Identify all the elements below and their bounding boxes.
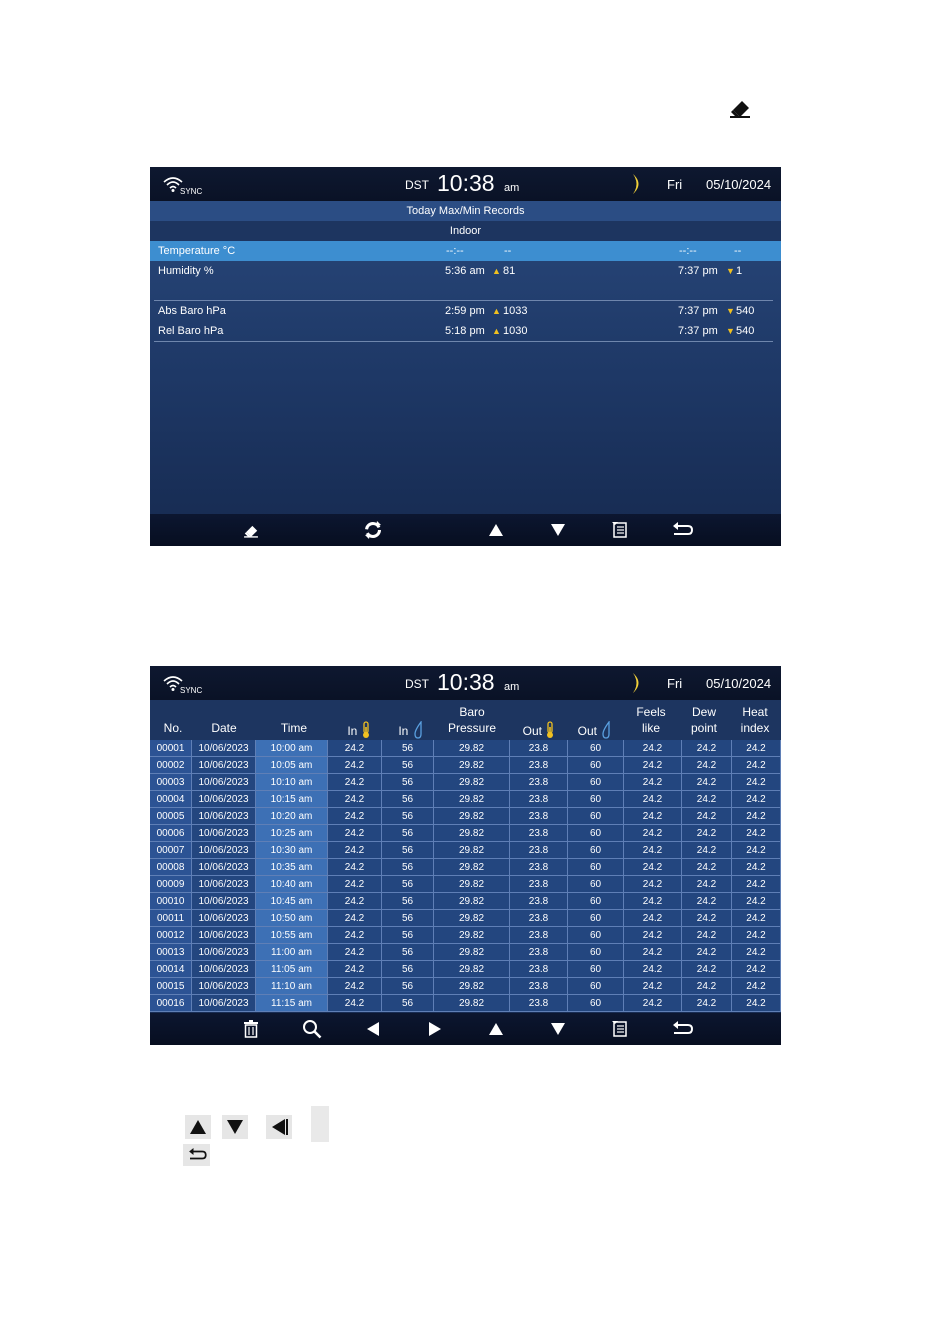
- in-temp-cell: 24.2: [328, 876, 382, 893]
- max-value: 81: [503, 265, 516, 277]
- record-row-humidity[interactable]: [150, 261, 781, 281]
- table-row[interactable]: [150, 978, 781, 995]
- clock-ampm: am: [504, 182, 520, 194]
- dew-point-cell: 24.2: [682, 757, 732, 774]
- feels-like-cell: 24.2: [624, 978, 682, 995]
- heat-index-cell: 24.2: [732, 791, 781, 808]
- max-time: 5:36 am: [445, 265, 485, 277]
- max-min-records-screen: [150, 167, 781, 546]
- out-humidity-cell: 60: [568, 927, 624, 944]
- record-time-cell: 10:10 am: [256, 774, 328, 791]
- record-date-cell: 10/06/2023: [192, 944, 256, 961]
- in-humidity-cell: 56: [382, 757, 434, 774]
- baro-pressure-cell: 29.82: [434, 893, 510, 910]
- dew-point-cell: 24.2: [682, 859, 732, 876]
- dew-point-cell: 24.2: [682, 791, 732, 808]
- record-time-cell: 10:35 am: [256, 859, 328, 876]
- dew-point-cell: 24.2: [682, 740, 732, 757]
- out-temp-cell: 23.8: [510, 961, 568, 978]
- refresh-icon[interactable]: [362, 520, 384, 540]
- in-humidity-cell: 56: [382, 842, 434, 859]
- in-humidity-cell: 56: [382, 791, 434, 808]
- out-temp-cell: 23.8: [510, 842, 568, 859]
- table-row[interactable]: [150, 757, 781, 774]
- in-humidity-cell: 56: [382, 893, 434, 910]
- max-arrow-icon: ▲: [492, 266, 501, 276]
- out-temp-cell: 23.8: [510, 808, 568, 825]
- dew-point-cell: 24.2: [682, 893, 732, 910]
- out-temp-cell: 23.8: [510, 774, 568, 791]
- min-value: --: [734, 245, 742, 257]
- arrow-left-icon[interactable]: [362, 1019, 384, 1039]
- record-no-cell: 00009: [150, 876, 192, 893]
- min-value: 540: [736, 305, 755, 317]
- header-feels-line2: like: [641, 721, 660, 735]
- record-time-cell: 10:50 am: [256, 910, 328, 927]
- min-arrow-icon: ▼: [726, 266, 735, 276]
- record-date-cell: 10/06/2023: [192, 791, 256, 808]
- dew-point-cell: 24.2: [682, 876, 732, 893]
- record-no-cell: 00006: [150, 825, 192, 842]
- out-humidity-cell: 60: [568, 740, 624, 757]
- page-title: Today Max/Min Records: [150, 201, 781, 221]
- toolbar: [150, 514, 781, 546]
- record-time-cell: 11:05 am: [256, 961, 328, 978]
- feels-like-cell: 24.2: [624, 910, 682, 927]
- sync-label: SYNC: [180, 686, 203, 695]
- record-date-cell: 10/06/2023: [192, 876, 256, 893]
- out-temp-cell: 23.8: [510, 740, 568, 757]
- record-label: Abs Baro hPa: [158, 305, 226, 317]
- arrow-down-icon: [222, 1115, 248, 1139]
- header-feels-line1: Feels: [636, 705, 666, 719]
- back-icon: [183, 1144, 210, 1166]
- out-humidity-cell: 60: [568, 774, 624, 791]
- dew-point-cell: 24.2: [682, 910, 732, 927]
- arrow-left-icon: [266, 1115, 292, 1139]
- in-humidity-cell: 56: [382, 859, 434, 876]
- in-humidity-cell: 56: [382, 825, 434, 842]
- record-no-cell: 00007: [150, 842, 192, 859]
- min-time: --:--: [679, 245, 697, 257]
- heat-index-cell: 24.2: [732, 757, 781, 774]
- record-time-cell: 10:55 am: [256, 927, 328, 944]
- max-time: 2:59 pm: [445, 305, 485, 317]
- baro-pressure-cell: 29.82: [434, 825, 510, 842]
- heat-index-cell: 24.2: [732, 808, 781, 825]
- in-temp-cell: 24.2: [328, 740, 382, 757]
- back-icon[interactable]: [671, 520, 693, 540]
- min-time: 7:37 pm: [678, 265, 718, 277]
- toolbar: [150, 1013, 781, 1045]
- out-temp-cell: 23.8: [510, 791, 568, 808]
- dew-point-cell: 24.2: [682, 927, 732, 944]
- heat-index-cell: 24.2: [732, 978, 781, 995]
- clock-ampm: am: [504, 681, 520, 693]
- feels-like-cell: 24.2: [624, 859, 682, 876]
- feels-like-cell: 24.2: [624, 961, 682, 978]
- arrow-right-icon[interactable]: [424, 1019, 446, 1039]
- record-date-cell: 10/06/2023: [192, 757, 256, 774]
- header-no: No.: [163, 721, 183, 735]
- baro-pressure-cell: 29.82: [434, 995, 510, 1012]
- dew-point-cell: 24.2: [682, 825, 732, 842]
- feels-like-cell: 24.2: [624, 876, 682, 893]
- table-row[interactable]: [150, 808, 781, 825]
- feels-like-cell: 24.2: [624, 808, 682, 825]
- record-time-cell: 10:05 am: [256, 757, 328, 774]
- record-no-cell: 00003: [150, 774, 192, 791]
- baro-pressure-cell: 29.82: [434, 876, 510, 893]
- baro-pressure-cell: 29.82: [434, 842, 510, 859]
- feels-like-cell: 24.2: [624, 740, 682, 757]
- min-arrow-icon: ▼: [726, 306, 735, 316]
- feels-like-cell: 24.2: [624, 791, 682, 808]
- table-row[interactable]: [150, 842, 781, 859]
- in-humidity-cell: 56: [382, 910, 434, 927]
- heat-index-cell: 24.2: [732, 927, 781, 944]
- min-value: 1: [736, 265, 743, 277]
- back-icon[interactable]: [671, 1019, 693, 1039]
- in-humidity-cell: 56: [382, 995, 434, 1012]
- baro-pressure-cell: 29.82: [434, 927, 510, 944]
- min-time: 7:37 pm: [678, 325, 718, 337]
- dew-point-cell: 24.2: [682, 961, 732, 978]
- record-no-cell: 00010: [150, 893, 192, 910]
- heat-index-cell: 24.2: [732, 893, 781, 910]
- max-time: 5:18 pm: [445, 325, 485, 337]
- record-row-rel-baro[interactable]: [150, 321, 781, 341]
- in-temp-cell: 24.2: [328, 791, 382, 808]
- in-temp-cell: 24.2: [328, 825, 382, 842]
- dst-label: DST: [405, 178, 429, 192]
- out-humidity-cell: 60: [568, 893, 624, 910]
- record-no-cell: 00002: [150, 757, 192, 774]
- max-value: 1033: [503, 305, 528, 317]
- weekday: Fri: [667, 676, 683, 691]
- sync-label: SYNC: [180, 187, 203, 196]
- record-date-cell: 10/06/2023: [192, 774, 256, 791]
- table-row[interactable]: [150, 927, 781, 944]
- record-no-cell: 00011: [150, 910, 192, 927]
- record-date-cell: 10/06/2023: [192, 927, 256, 944]
- record-date-cell: 10/06/2023: [192, 825, 256, 842]
- eraser-icon: [727, 94, 753, 120]
- placeholder-box: [311, 1106, 329, 1142]
- heat-index-cell: 24.2: [732, 995, 781, 1012]
- export-icon[interactable]: [609, 520, 631, 540]
- out-humidity-cell: 60: [568, 808, 624, 825]
- table-header: [150, 700, 781, 740]
- out-humidity-cell: 60: [568, 825, 624, 842]
- header-heat-line1: Heat: [742, 705, 768, 719]
- feels-like-cell: 24.2: [624, 774, 682, 791]
- table-row[interactable]: [150, 893, 781, 910]
- in-humidity-cell: 56: [382, 808, 434, 825]
- record-date-cell: 10/06/2023: [192, 961, 256, 978]
- date: 05/10/2024: [706, 676, 772, 691]
- out-humidity-cell: 60: [568, 944, 624, 961]
- trash-icon[interactable]: [240, 1019, 262, 1039]
- in-temp-cell: 24.2: [328, 961, 382, 978]
- feels-like-cell: 24.2: [624, 893, 682, 910]
- record-no-cell: 00001: [150, 740, 192, 757]
- arrow-down-icon[interactable]: [547, 520, 569, 540]
- row-divider: [150, 1011, 781, 1012]
- out-temp-cell: 23.8: [510, 927, 568, 944]
- feels-like-cell: 24.2: [624, 757, 682, 774]
- history-records-screen: [150, 666, 781, 1045]
- record-no-cell: 00012: [150, 927, 192, 944]
- arrow-up-icon: [185, 1115, 211, 1139]
- divider: [154, 341, 773, 342]
- baro-pressure-cell: 29.82: [434, 961, 510, 978]
- moon-icon: [630, 672, 644, 694]
- in-temp-cell: 24.2: [328, 927, 382, 944]
- heat-index-cell: 24.2: [732, 740, 781, 757]
- in-temp-cell: 24.2: [328, 859, 382, 876]
- max-time: --:--: [446, 245, 464, 257]
- out-humidity-cell: 60: [568, 978, 624, 995]
- in-humidity-cell: 56: [382, 927, 434, 944]
- record-date-cell: 10/06/2023: [192, 995, 256, 1012]
- in-temp-cell: 24.2: [328, 757, 382, 774]
- record-date-cell: 10/06/2023: [192, 740, 256, 757]
- header-heat-line2: index: [740, 721, 770, 735]
- out-temp-cell: 23.8: [510, 995, 568, 1012]
- record-date-cell: 10/06/2023: [192, 893, 256, 910]
- header-baro-line1: Baro: [459, 705, 485, 719]
- baro-pressure-cell: 29.82: [434, 774, 510, 791]
- out-humidity-cell: 60: [568, 791, 624, 808]
- record-no-cell: 00014: [150, 961, 192, 978]
- in-humidity-cell: 56: [382, 876, 434, 893]
- record-row-abs-baro[interactable]: [150, 301, 781, 321]
- arrow-up-icon[interactable]: [485, 1019, 507, 1039]
- record-row-temperature[interactable]: [150, 241, 781, 261]
- out-temp-cell: 23.8: [510, 910, 568, 927]
- heat-index-cell: 24.2: [732, 774, 781, 791]
- in-temp-cell: 24.2: [328, 808, 382, 825]
- dew-point-cell: 24.2: [682, 808, 732, 825]
- status-bar: [150, 167, 781, 201]
- feels-like-cell: 24.2: [624, 944, 682, 961]
- baro-pressure-cell: 29.82: [434, 859, 510, 876]
- out-humidity-cell: 60: [568, 961, 624, 978]
- in-humidity-cell: 56: [382, 774, 434, 791]
- out-humidity-cell: 60: [568, 876, 624, 893]
- out-temp-cell: 23.8: [510, 893, 568, 910]
- record-date-cell: 10/06/2023: [192, 859, 256, 876]
- thermometer-icon: [361, 721, 371, 739]
- out-humidity-cell: 60: [568, 995, 624, 1012]
- status-bar: [150, 666, 781, 700]
- table-row[interactable]: [150, 825, 781, 842]
- max-arrow-icon: ▲: [492, 326, 501, 336]
- record-time-cell: 10:30 am: [256, 842, 328, 859]
- record-label: Temperature °C: [158, 245, 236, 257]
- header-dew-line2: point: [690, 721, 718, 735]
- feels-like-cell: 24.2: [624, 995, 682, 1012]
- clock-time: 10:38: [437, 170, 495, 196]
- thermometer-icon: [545, 721, 555, 739]
- eraser-icon[interactable]: [240, 520, 262, 540]
- record-date-cell: 10/06/2023: [192, 978, 256, 995]
- feels-like-cell: 24.2: [624, 825, 682, 842]
- heat-index-cell: 24.2: [732, 876, 781, 893]
- moon-icon: [630, 173, 644, 195]
- min-arrow-icon: ▼: [726, 326, 735, 336]
- heat-index-cell: 24.2: [732, 944, 781, 961]
- table-row[interactable]: [150, 876, 781, 893]
- heat-index-cell: 24.2: [732, 825, 781, 842]
- clock-time: 10:38: [437, 669, 495, 695]
- record-label: Rel Baro hPa: [158, 325, 224, 337]
- dew-point-cell: 24.2: [682, 944, 732, 961]
- max-value: 1030: [503, 325, 528, 337]
- baro-pressure-cell: 29.82: [434, 978, 510, 995]
- record-no-cell: 00016: [150, 995, 192, 1012]
- record-no-cell: 00004: [150, 791, 192, 808]
- in-temp-cell: 24.2: [328, 995, 382, 1012]
- record-time-cell: 10:20 am: [256, 808, 328, 825]
- table-row[interactable]: [150, 961, 781, 978]
- dew-point-cell: 24.2: [682, 978, 732, 995]
- table-row[interactable]: [150, 944, 781, 961]
- table-row[interactable]: [150, 740, 781, 757]
- in-temp-cell: 24.2: [328, 978, 382, 995]
- record-time-cell: 11:00 am: [256, 944, 328, 961]
- in-humidity-cell: 56: [382, 740, 434, 757]
- header-out-temp: Out: [514, 721, 564, 739]
- max-value: --: [504, 245, 512, 257]
- record-time-cell: 10:45 am: [256, 893, 328, 910]
- header-date: Date: [211, 721, 237, 735]
- record-label: Humidity %: [158, 265, 214, 277]
- record-date-cell: 10/06/2023: [192, 910, 256, 927]
- dew-point-cell: 24.2: [682, 842, 732, 859]
- out-temp-cell: 23.8: [510, 944, 568, 961]
- record-date-cell: 10/06/2023: [192, 842, 256, 859]
- out-humidity-cell: 60: [568, 757, 624, 774]
- record-time-cell: 11:10 am: [256, 978, 328, 995]
- in-temp-cell: 24.2: [328, 944, 382, 961]
- in-temp-cell: 24.2: [328, 893, 382, 910]
- out-humidity-cell: 60: [568, 910, 624, 927]
- min-value: 540: [736, 325, 755, 337]
- out-temp-cell: 23.8: [510, 825, 568, 842]
- dew-point-cell: 24.2: [682, 995, 732, 1012]
- heat-index-cell: 24.2: [732, 910, 781, 927]
- in-temp-cell: 24.2: [328, 774, 382, 791]
- header-in-humidity: In: [388, 721, 434, 739]
- baro-pressure-cell: 29.82: [434, 791, 510, 808]
- section-title: Indoor: [150, 221, 781, 241]
- min-time: 7:37 pm: [678, 305, 718, 317]
- baro-pressure-cell: 29.82: [434, 910, 510, 927]
- max-arrow-icon: ▲: [492, 306, 501, 316]
- in-humidity-cell: 56: [382, 978, 434, 995]
- record-time-cell: 10:00 am: [256, 740, 328, 757]
- arrow-up-icon[interactable]: [485, 520, 507, 540]
- dew-point-cell: 24.2: [682, 774, 732, 791]
- record-no-cell: 00005: [150, 808, 192, 825]
- out-temp-cell: 23.8: [510, 978, 568, 995]
- baro-pressure-cell: 29.82: [434, 757, 510, 774]
- humidity-drop-icon: [412, 721, 424, 739]
- record-time-cell: 10:15 am: [256, 791, 328, 808]
- header-baro-line2: Pressure: [447, 721, 497, 735]
- table-row[interactable]: [150, 791, 781, 808]
- heat-index-cell: 24.2: [732, 842, 781, 859]
- heat-index-cell: 24.2: [732, 859, 781, 876]
- record-time-cell: 10:40 am: [256, 876, 328, 893]
- humidity-drop-icon: [600, 721, 612, 739]
- header-dew-line1: Dew: [691, 705, 716, 719]
- header-out-humidity: Out: [568, 721, 622, 739]
- record-time-cell: 11:15 am: [256, 995, 328, 1012]
- out-temp-cell: 23.8: [510, 757, 568, 774]
- in-temp-cell: 24.2: [328, 910, 382, 927]
- weekday: Fri: [667, 177, 683, 192]
- out-temp-cell: 23.8: [510, 876, 568, 893]
- in-temp-cell: 24.2: [328, 842, 382, 859]
- date: 05/10/2024: [706, 177, 772, 192]
- search-icon[interactable]: [301, 1019, 323, 1039]
- dst-label: DST: [405, 677, 429, 691]
- in-humidity-cell: 56: [382, 961, 434, 978]
- record-no-cell: 00015: [150, 978, 192, 995]
- out-humidity-cell: 60: [568, 842, 624, 859]
- baro-pressure-cell: 29.82: [434, 808, 510, 825]
- record-time-cell: 10:25 am: [256, 825, 328, 842]
- record-no-cell: 00013: [150, 944, 192, 961]
- export-icon[interactable]: [609, 1019, 631, 1039]
- heat-index-cell: 24.2: [732, 961, 781, 978]
- out-humidity-cell: 60: [568, 859, 624, 876]
- feels-like-cell: 24.2: [624, 927, 682, 944]
- table-row[interactable]: [150, 910, 781, 927]
- feels-like-cell: 24.2: [624, 842, 682, 859]
- record-date-cell: 10/06/2023: [192, 808, 256, 825]
- out-temp-cell: 23.8: [510, 859, 568, 876]
- baro-pressure-cell: 29.82: [434, 740, 510, 757]
- record-no-cell: 00008: [150, 859, 192, 876]
- header-in-temp: In: [336, 721, 382, 739]
- table-row[interactable]: [150, 859, 781, 876]
- table-row[interactable]: [150, 774, 781, 791]
- arrow-down-icon[interactable]: [547, 1019, 569, 1039]
- table-row[interactable]: [150, 995, 781, 1012]
- in-humidity-cell: 56: [382, 944, 434, 961]
- baro-pressure-cell: 29.82: [434, 944, 510, 961]
- header-time: Time: [280, 721, 308, 735]
